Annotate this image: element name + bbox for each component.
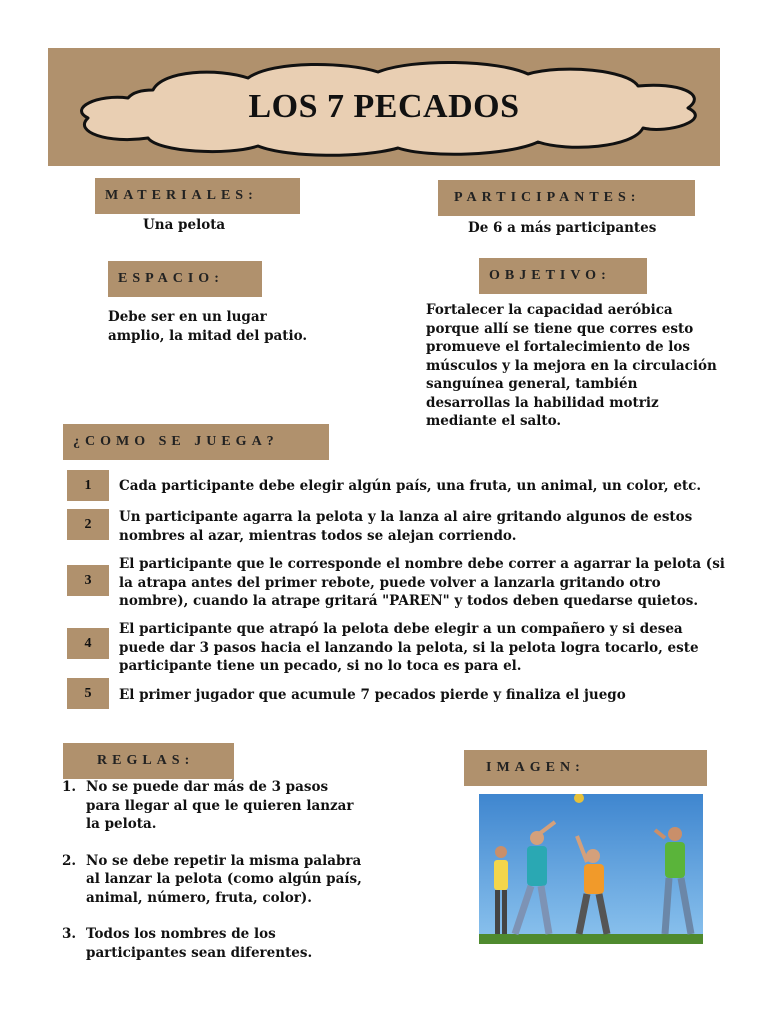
step-number-1: 1 [67, 470, 109, 501]
step-text-2: Un participante agarra la pelota y la lanza al aire gritando algunos de estos nombres al azar, mientras todos se alejan corriendo. [119, 509, 693, 544]
step-number-5: 5 [67, 678, 109, 709]
como-se-juega-tag: ¿COMO SE JUEGA? [63, 424, 329, 460]
children-playing-ball-photo [479, 794, 703, 944]
step-text-1: Cada participante debe elegir algún país, una fruta, un animal, un color, etc. [119, 478, 702, 494]
participantes-value: De 6 a más participantes [468, 220, 657, 236]
imagen-tag: IMAGEN: [464, 750, 707, 786]
participantes-tag: PARTICIPANTES: [438, 180, 695, 216]
espacio-value: Debe ser en un lugar amplio, la mitad del patio. [108, 309, 308, 344]
step-number-4: 4 [67, 628, 109, 659]
step-number-2: 2 [67, 509, 109, 540]
objetivo-tag: OBJETIVO: [479, 258, 647, 294]
rules-list [62, 778, 362, 980]
page-title: LOS 7 PECADOS [248, 88, 520, 125]
espacio-tag: ESPACIO: [108, 261, 262, 297]
title-banner [48, 48, 720, 166]
step-text-5: El primer jugador que acumule 7 pecados pierde y finaliza el juego [119, 687, 626, 703]
step-number-3: 3 [67, 565, 109, 596]
rule-item: 1. No se puede dar más de 3 pasos para llegar al que le quieren lanzar la pelota. [62, 779, 354, 832]
rule-item: 2. No se debe repetir la misma palabra al lanzar la pelota (como algún país, animal, número, fruta, color). [62, 852, 362, 906]
rule-item: 3. Todos los nombres de los participantes sean diferentes. [62, 926, 313, 961]
step-text-3: El participante que le corresponde el nombre debe correr a agarrar la pelota (si la atrapa antes del primer rebote, puede volver a lanzarla gritando otro nombre), cuando la atrape gritará "PAREN" y todos deben quedarse quietos. [119, 556, 725, 609]
reglas-tag: REGLAS: [63, 743, 234, 779]
step-text-4: El participante que atrapó la pelota debe elegir a un compañero y si desea puede dar 3 pasos hacia el lanzando la pelota, si la pelota logra tocarlo, este participante tiene un pecado, si no lo toca es para el. [119, 621, 699, 674]
objetivo-value: Fortalecer la capacidad aeróbica porque allí se tiene que corres esto promueve el fortalecimiento de los músculos y la mejora en la circulación sanguínea general, también desarrollas la habilidad motriz mediante el salto. [426, 302, 717, 429]
materiales-tag: MATERIALES: [95, 178, 300, 214]
materiales-value: Una pelota [143, 217, 226, 233]
